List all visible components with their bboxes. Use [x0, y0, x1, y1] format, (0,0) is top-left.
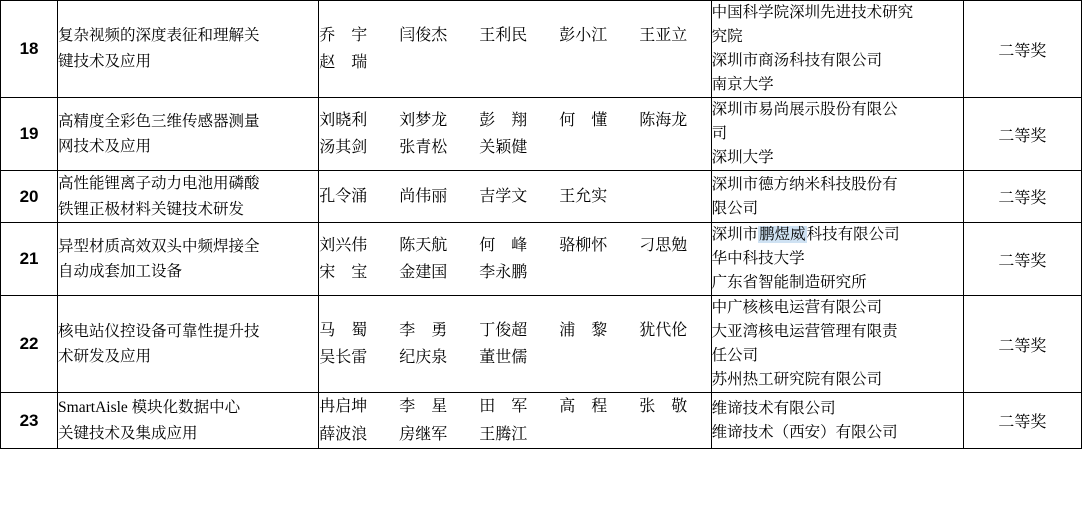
- highlighted-term: 鹏煜威: [759, 226, 806, 244]
- contributors: [319, 1, 711, 98]
- contributors: [319, 223, 711, 296]
- project-line: 异型材质高效双头中频焊接全: [58, 237, 260, 255]
- organization-line: 华中科技大学: [711, 250, 805, 268]
- organization-line: 究院: [711, 28, 743, 46]
- table-row: [1, 171, 1082, 223]
- row-index: 20: [1, 171, 58, 223]
- organization-line: 深圳市易尚展示股份有限公: [711, 101, 898, 119]
- project-name: [58, 1, 319, 98]
- table-row: [1, 223, 1082, 296]
- contributors: [319, 296, 711, 393]
- table-row: [1, 393, 1082, 448]
- row-index: 21: [1, 223, 58, 296]
- row-index: 23: [1, 393, 58, 448]
- organizations: [711, 393, 963, 448]
- organization-line: 中广核核电运营有限公司: [711, 299, 883, 317]
- table-row: [1, 1, 1082, 98]
- contributors-line: 汤其剑 张青松 关颖健: [319, 139, 528, 157]
- project-name: [58, 98, 319, 171]
- contributors-line: 薛波浪 房继军 王腾江: [319, 425, 528, 443]
- organization-line: 任公司: [711, 347, 759, 365]
- project-line: 网技术及应用: [58, 138, 152, 156]
- organization-line: 广东省智能制造研究所: [711, 274, 867, 292]
- organization-line: 维谛技术有限公司: [711, 399, 836, 417]
- row-index: 19: [1, 98, 58, 171]
- org-prefix: 深圳市: [711, 226, 759, 244]
- org-suffix: 科技有限公司: [806, 226, 900, 244]
- project-name: [58, 223, 319, 296]
- organizations: [711, 171, 963, 223]
- project-line: 关键技术及集成应用: [58, 424, 198, 442]
- contributors-line: 乔 宇 闫俊杰 王利民 彭小江 王亚立: [319, 26, 688, 44]
- award-level: 二等奖: [963, 296, 1081, 393]
- contributors: [319, 98, 711, 171]
- table-row: [1, 296, 1082, 393]
- project-line: 高性能锂离子动力电池用磷酸: [58, 175, 260, 193]
- project-line: 自动成套加工设备: [58, 263, 183, 281]
- organization-line: 苏州热工研究院有限公司: [711, 371, 883, 389]
- organization-line: 维谛技术（西安）有限公司: [711, 423, 898, 441]
- contributors-line: 冉启坤 李 星 田 军 高 程 张 敬: [319, 398, 688, 416]
- project-name: [58, 393, 319, 448]
- organizations: [711, 98, 963, 171]
- organization-line: 深圳市德方纳米科技股份有: [711, 175, 898, 193]
- contributors-line: 孔令涌 尚伟丽 吉学文 王允实: [319, 188, 608, 206]
- contributors-line: 马 蜀 李 勇 丁俊超 浦 黎 犹代伦: [319, 322, 688, 340]
- award-level: 二等奖: [963, 1, 1081, 98]
- table-body: [1, 1, 1082, 449]
- organization-line: 南京大学: [711, 76, 774, 94]
- project-line: 核电站仪控设备可靠性提升技: [58, 322, 260, 340]
- organization-line: 大亚湾核电运营管理有限责: [711, 323, 898, 341]
- project-line: 键技术及应用: [58, 53, 152, 71]
- award-level: 二等奖: [963, 98, 1081, 171]
- contributors-line: 赵 瑞: [319, 54, 368, 72]
- contributors-line: 刘晓利 刘梦龙 彭 翔 何 懂 陈海龙: [319, 111, 688, 129]
- contributors-line: 刘兴伟 陈天航 何 峰 骆柳怀 刁思勉: [319, 237, 688, 255]
- organization-line: 司: [711, 125, 728, 143]
- contributors-line: 宋 宝 金建国 李永鹏: [319, 264, 528, 282]
- project-line: 术研发及应用: [58, 348, 152, 366]
- organizations: [711, 1, 963, 98]
- table-row: [1, 98, 1082, 171]
- project-line: 铁锂正极材料关键技术研发: [58, 200, 245, 218]
- project-name: [58, 296, 319, 393]
- contributors-line: 吴长雷 纪庆泉 董世儒: [319, 349, 528, 367]
- contributors: [319, 393, 711, 448]
- organization-line: 深圳市商汤科技有限公司: [711, 52, 883, 70]
- row-index: 22: [1, 296, 58, 393]
- project-line: 高精度全彩色三维传感器测量: [58, 112, 260, 130]
- row-index: 18: [1, 1, 58, 98]
- award-level: 二等奖: [963, 223, 1081, 296]
- project-line: 复杂视频的深度表征和理解关: [58, 27, 260, 45]
- contributors: [319, 171, 711, 223]
- project-line: SmartAisle 模块化数据中心: [58, 398, 241, 416]
- organization-line: 深圳大学: [711, 149, 774, 167]
- project-name: [58, 171, 319, 223]
- organizations: [711, 296, 963, 393]
- organization-line: 中国科学院深圳先进技术研究: [711, 4, 914, 21]
- organizations: [711, 223, 963, 296]
- organization-line-highlighted: [712, 223, 963, 247]
- award-level: 二等奖: [963, 393, 1081, 448]
- organization-line: 限公司: [711, 199, 759, 217]
- award-level: 二等奖: [963, 171, 1081, 223]
